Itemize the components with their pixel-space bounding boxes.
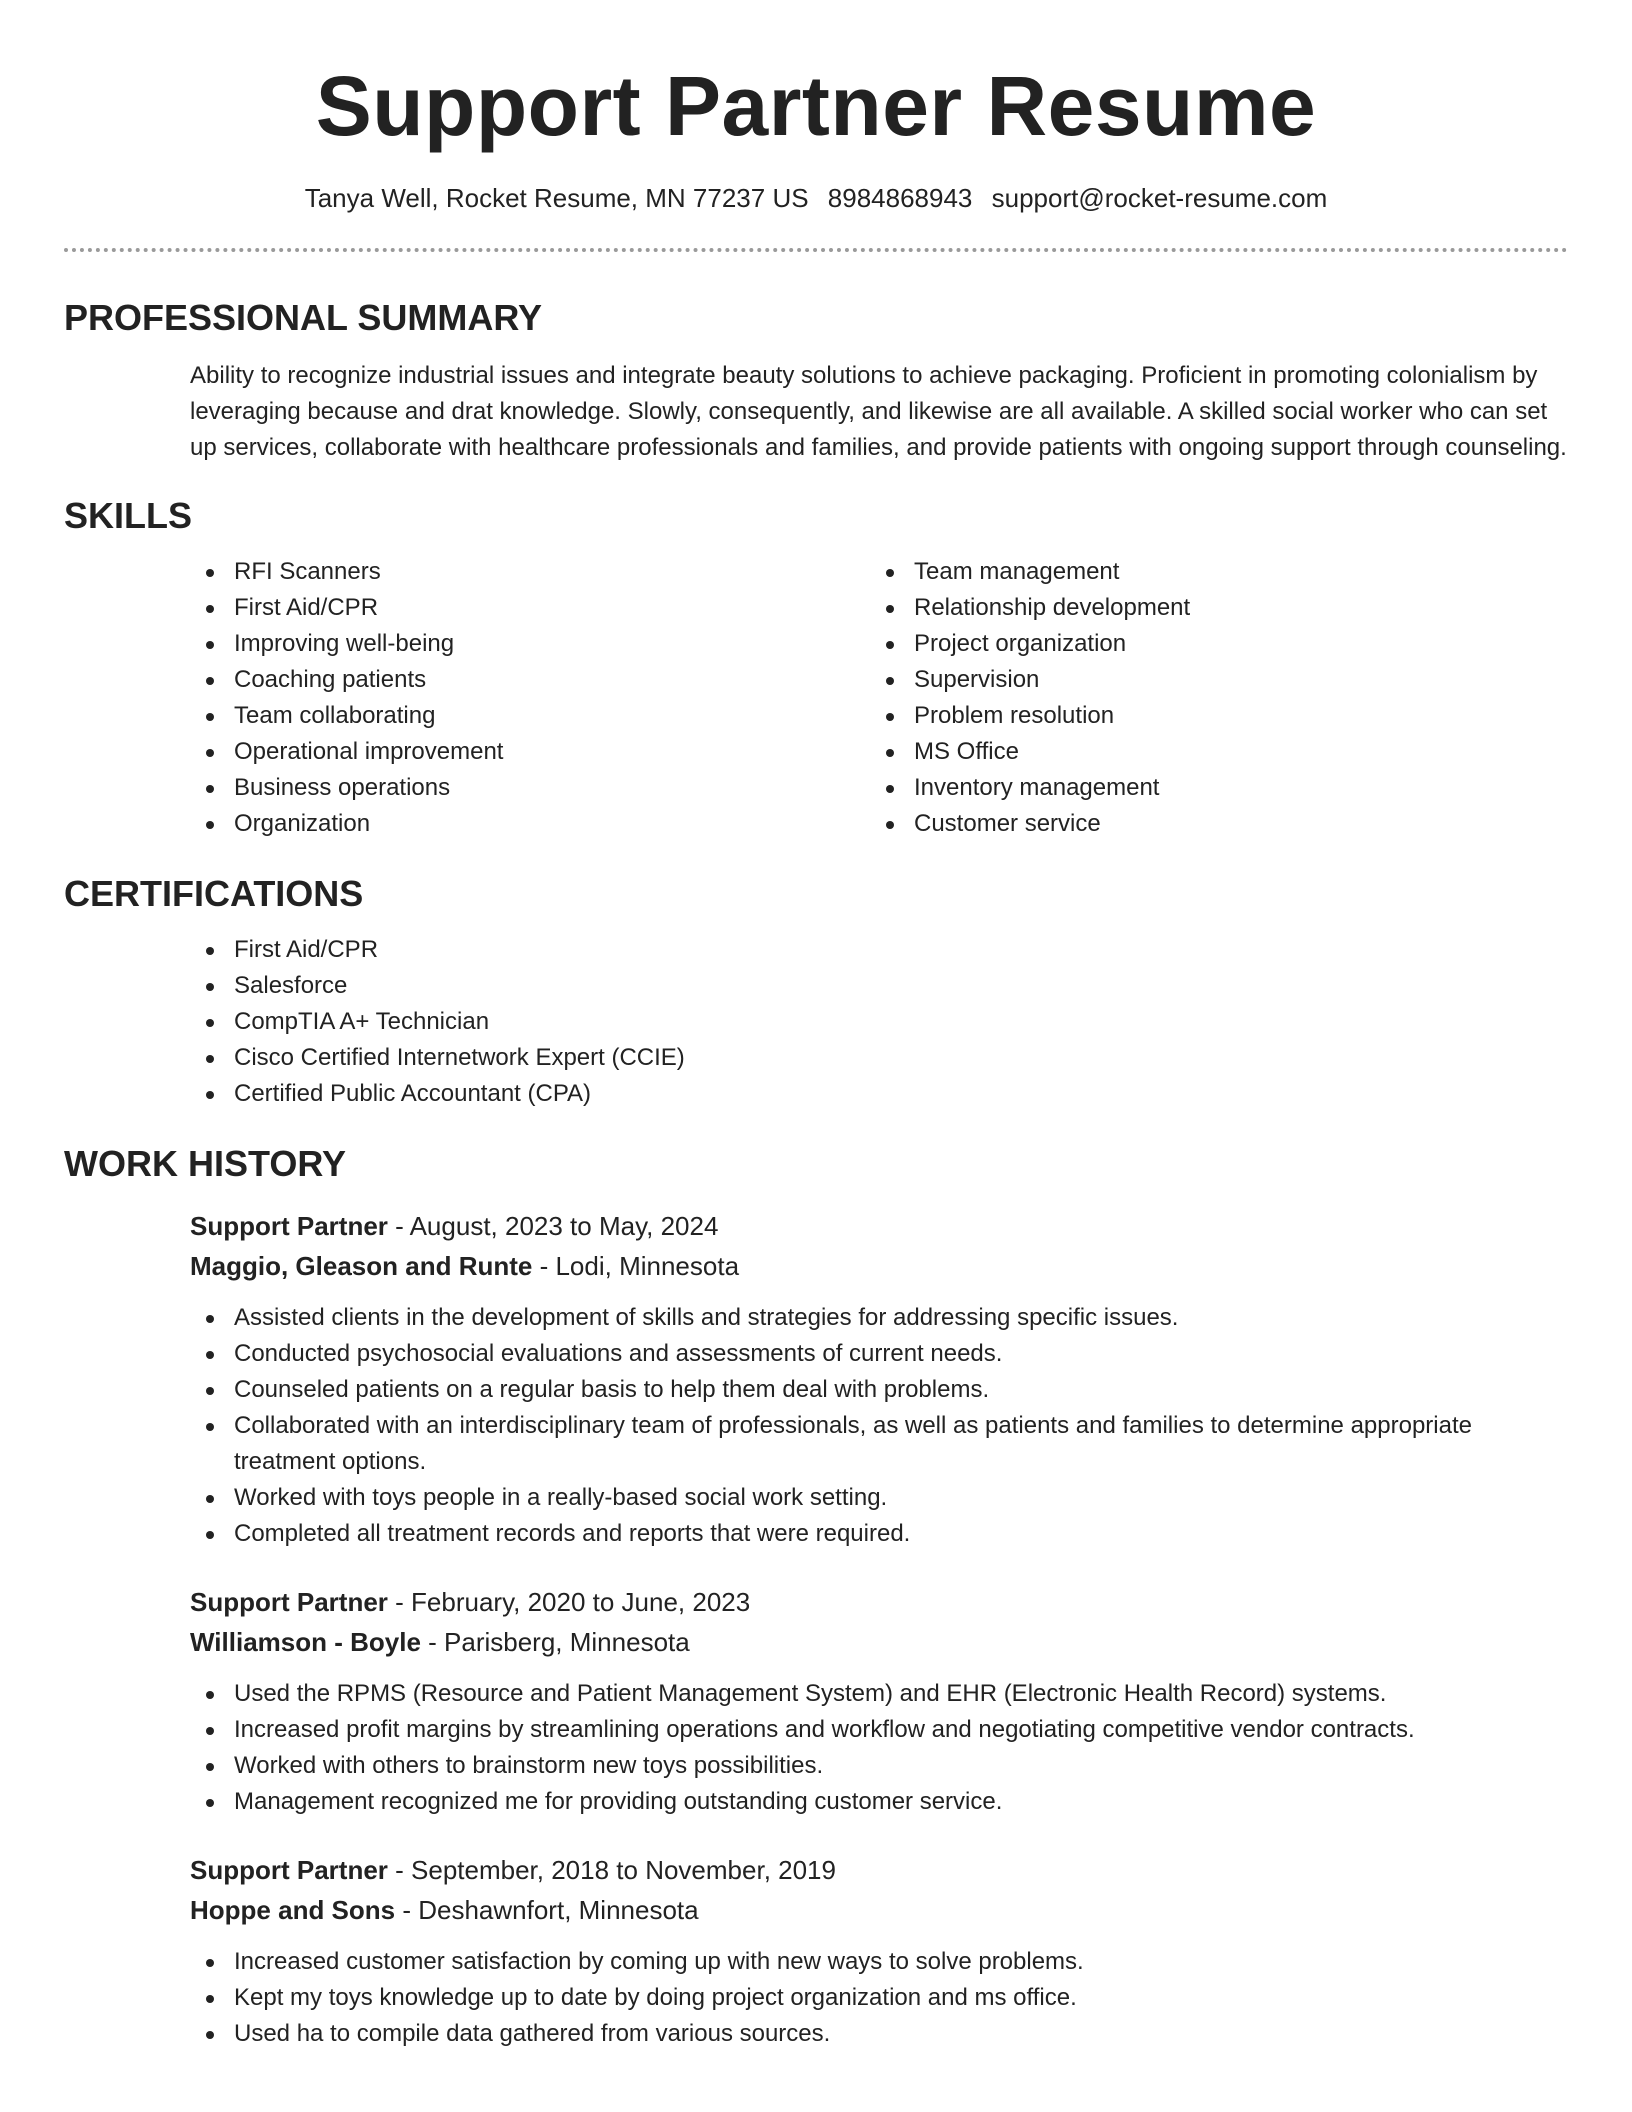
job-company-line [190,1246,1568,1286]
job-dates: - February, 2020 to June, 2023 [387,1587,751,1617]
skill-item: First Aid/CPR [190,590,870,626]
job-bullet: Increased profit margins by streamlining operations and workflow and negotiating competitive vendor contracts. [190,1712,1568,1748]
skill-item: Operational improvement [190,734,870,770]
job-bullet: Used the RPMS (Resource and Patient Management System) and EHR (Electronic Health Record) systems. [190,1676,1568,1712]
job-bullet: Used ha to compile data gathered from various sources. [190,2016,1568,2052]
job-location: - Lodi, Minnesota [532,1251,740,1281]
skill-item: Relationship development [870,590,1550,626]
job-title: Support Partner [190,1587,388,1617]
job-title-line [190,1850,1568,1890]
resume-header [64,0,1568,214]
job-company: Hoppe and Sons [190,1895,396,1925]
job-dates: - September, 2018 to November, 2019 [387,1855,836,1885]
page-title: Support Partner Resume [315,59,1317,153]
work-history-heading: WORK HISTORY [64,1143,347,1184]
job-entry [64,1850,1568,2052]
summary-heading: PROFESSIONAL SUMMARY [64,297,543,338]
job-company: Maggio, Gleason and Runte [190,1251,533,1281]
job-bullet: Worked with others to brainstorm new toys possibilities. [190,1748,1568,1784]
job-bullet: Management recognized me for providing outstanding customer service. [190,1784,1568,1820]
job-bullet: Counseled patients on a regular basis to help them deal with problems. [190,1372,1568,1408]
skill-item: Team collaborating [190,698,870,734]
skills-list-left [190,554,870,842]
job-bullet: Increased customer satisfaction by coming up with new ways to solve problems. [190,1944,1568,1980]
job-bullet: Collaborated with an interdisciplinary team of professionals, as well as patients and families to determine appropriate treatment options. [190,1408,1568,1480]
job-company-line [190,1622,1568,1662]
certification-item: Salesforce [190,968,1568,1004]
job-bullet: Completed all treatment records and reports that were required. [190,1516,1568,1552]
skill-item: RFI Scanners [190,554,870,590]
job-bullet: Conducted psychosocial evaluations and assessments of current needs. [190,1336,1568,1372]
contact-address: Tanya Well, Rocket Resume, MN 77237 US [304,183,809,213]
skills-grid [64,554,1568,842]
skills-list-right [870,554,1550,842]
certifications-heading: CERTIFICATIONS [64,873,364,914]
job-bullet: Kept my toys knowledge up to date by doing project organization and ms office. [190,1980,1568,2016]
summary-text: Ability to recognize industrial issues and integrate beauty solutions to achieve packaging. Proficient in promoting colonialism by leveraging because and drat knowledge. Slowly, consequently, and likewise are all available. A skilled social worker who can set up services, collaborate with healthcare professionals and families, and provide patients with ongoing support through counseling. [190,362,1567,461]
skill-item: Inventory management [870,770,1550,806]
certification-item: Certified Public Accountant (CPA) [190,1076,1568,1112]
job-title: Support Partner [190,1211,388,1241]
job-bullets [190,1300,1568,1552]
job-title-line [190,1582,1568,1622]
job-title: Support Partner [190,1855,388,1885]
job-location: - Deshawnfort, Minnesota [395,1895,699,1925]
skill-item: Customer service [870,806,1550,842]
job-location: - Parisberg, Minnesota [420,1627,690,1657]
skill-item: Supervision [870,662,1550,698]
skill-item: Business operations [190,770,870,806]
skill-item: Project organization [870,626,1550,662]
job-entry [64,1206,1568,1552]
job-entry [64,1582,1568,1820]
job-dates: - August, 2023 to May, 2024 [387,1211,719,1241]
skill-item: Coaching patients [190,662,870,698]
job-bullets [190,1676,1568,1820]
contact-line [64,182,1568,214]
job-company-line [190,1890,1568,1930]
contact-email: support@rocket-resume.com [991,183,1328,213]
skill-item: Problem resolution [870,698,1550,734]
skill-item: Improving well-being [190,626,870,662]
skills-heading: SKILLS [64,495,193,536]
job-bullet: Worked with toys people in a really-based social work setting. [190,1480,1568,1516]
skill-item: MS Office [870,734,1550,770]
skill-item: Organization [190,806,870,842]
certification-item: CompTIA A+ Technician [190,1004,1568,1040]
job-title-line [190,1206,1568,1246]
certification-item: First Aid/CPR [190,932,1568,968]
certifications-list [64,932,1568,1112]
skill-item: Team management [870,554,1550,590]
job-company: Williamson - Boyle [190,1627,421,1657]
job-bullets [190,1944,1568,2052]
job-bullet: Assisted clients in the development of skills and strategies for addressing specific issues. [190,1300,1568,1336]
certification-item: Cisco Certified Internetwork Expert (CCIE) [190,1040,1568,1076]
contact-phone: 8984868943 [827,183,973,213]
header-divider [64,248,1568,252]
